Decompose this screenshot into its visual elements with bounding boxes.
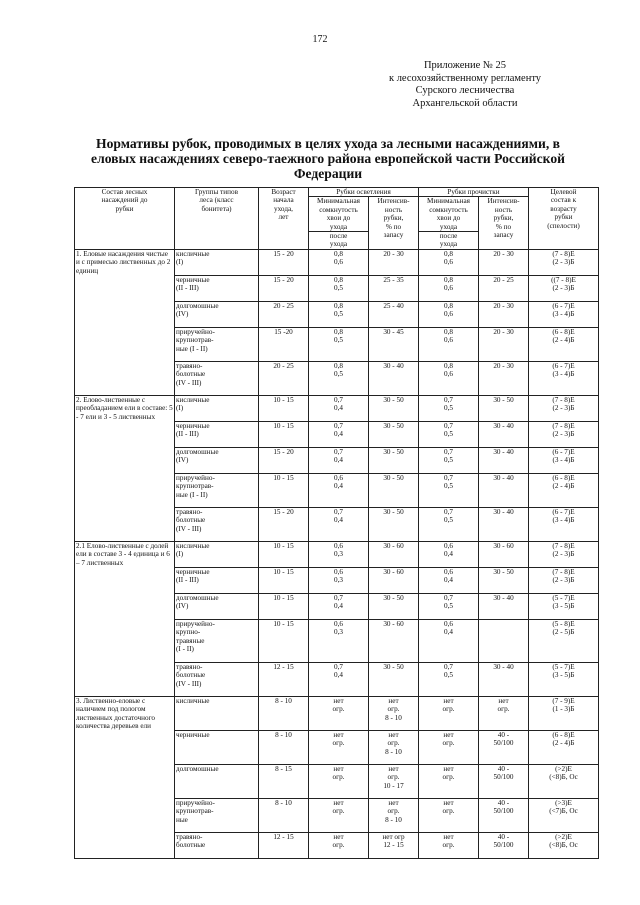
density-cell: 0,7 0,4 [309, 421, 369, 447]
density-cell: 0,7 0,5 [419, 395, 479, 421]
forest-type-cell: кисличные [175, 696, 259, 730]
density-cell: 0,8 0,6 [419, 249, 479, 275]
target-cell: ((7 - 8)Е (2 - 3)Б [529, 275, 599, 301]
intensity-cell: 30 - 45 [369, 327, 419, 361]
age-cell: 15 - 20 [259, 447, 309, 473]
intensity-cell: нет огр. 10 - 17 [369, 764, 419, 798]
density-cell: нет огр. [309, 764, 369, 798]
density-cell: 0,8 0,5 [309, 327, 369, 361]
age-cell: 8 - 10 [259, 696, 309, 730]
density-cell: 0,7 0,4 [309, 395, 369, 421]
target-cell: (7 - 8)Е (2 - 3)Б [529, 567, 599, 593]
intensity-cell: нет огр 12 - 15 [369, 832, 419, 858]
age-cell: 12 - 15 [259, 832, 309, 858]
appendix-line: Сурского лесничества [415, 85, 515, 96]
intensity-cell: 30 - 50 [369, 593, 419, 619]
target-cell: (6 - 8)Е (2 - 4)Б [529, 730, 599, 764]
target-cell: (7 - 8)Е (2 - 3)Б [529, 541, 599, 567]
forest-type-cell: кисличные (I) [175, 541, 259, 567]
age-cell: 20 - 25 [259, 301, 309, 327]
target-cell: (7 - 8)Е (2 - 3)Б [529, 421, 599, 447]
density-cell: 0,6 0,4 [309, 473, 369, 507]
density-cell: нет огр. [419, 730, 479, 764]
intensity-cell: 40 - 50/100 [479, 832, 529, 858]
intensity-cell: 30 - 50 [369, 447, 419, 473]
forest-type-cell: кисличные (I) [175, 249, 259, 275]
density-cell: 0,7 0,5 [419, 447, 479, 473]
forest-type-cell: черничные (II - III) [175, 421, 259, 447]
density-cell: 0,7 0,5 [419, 473, 479, 507]
forest-type-cell: черничные (II - III) [175, 275, 259, 301]
density-cell: нет огр. [309, 696, 369, 730]
target-cell: (6 - 7)Е (3 - 4)Б [529, 361, 599, 395]
age-cell: 8 - 10 [259, 730, 309, 764]
intensity-cell: 20 - 30 [479, 361, 529, 395]
forest-type-cell: долгомошные [175, 764, 259, 798]
age-cell: 12 - 15 [259, 662, 309, 696]
intensity-cell: 30 - 40 [479, 507, 529, 541]
age-cell: 10 - 15 [259, 593, 309, 619]
target-cell: (5 - 7)Е (3 - 5)Б [529, 662, 599, 696]
target-cell: (>3)Е (<7)Б, Ос [529, 798, 599, 832]
table-row [75, 249, 599, 275]
forest-type-cell: долгомошные (IV) [175, 593, 259, 619]
intensity-cell: 30 - 60 [369, 567, 419, 593]
intensity-cell: 30 - 50 [369, 473, 419, 507]
intensity-cell: 25 - 35 [369, 275, 419, 301]
density-cell: 0,7 0,5 [419, 662, 479, 696]
intensity-cell: 40 - 50/100 [479, 798, 529, 832]
intensity-cell: 40 - 50/100 [479, 764, 529, 798]
density-cell: 0,7 0,5 [419, 421, 479, 447]
density-cell: 0,7 0,5 [419, 507, 479, 541]
intensity-cell: нет огр. 8 - 10 [369, 730, 419, 764]
intensity-cell: 25 - 40 [369, 301, 419, 327]
age-cell: 15 - 20 [259, 275, 309, 301]
age-cell: 8 - 15 [259, 764, 309, 798]
density-cell: 0,8 0,6 [419, 327, 479, 361]
intensity-cell: 20 - 25 [479, 275, 529, 301]
density-cell: нет огр. [419, 764, 479, 798]
intensity-cell: 30 - 50 [369, 662, 419, 696]
density-cell: 0,7 0,4 [309, 447, 369, 473]
table-row [75, 541, 599, 567]
target-cell: (6 - 7)Е (3 - 4)Б [529, 447, 599, 473]
intensity-cell: 30 - 40 [479, 473, 529, 507]
density-cell: 0,7 0,4 [309, 662, 369, 696]
age-cell: 15 - 20 [259, 507, 309, 541]
density-cell: 0,6 0,4 [419, 567, 479, 593]
intensity-cell: нет огр. 8 - 10 [369, 696, 419, 730]
intensity-cell [479, 619, 529, 662]
table-row [75, 395, 599, 421]
composition-cell: 3. Лиственно-еловые с наличием под пологом лиственных достаточного количества деревьев ели [75, 696, 175, 858]
density-cell: нет огр. [309, 832, 369, 858]
header-intensity: Интенсив- ность рубки, % по запасу [479, 197, 529, 249]
header-min-density: Минимальная сомкнутость хвои до ухода [419, 197, 479, 232]
intensity-cell: нет огр. 8 - 10 [369, 798, 419, 832]
document-title: Нормативы рубок, проводимых в целях ухода за лесными насаждениями, в еловых насаждениях северо-таежного района европейской части Российской Федерации [91, 136, 565, 181]
density-cell: 0,7 0,4 [309, 507, 369, 541]
density-cell: 0,7 0,4 [309, 593, 369, 619]
header-clarification: Рубки осветления [309, 188, 419, 197]
header-composition: Состав лесных насаждений до рубки [75, 188, 175, 250]
density-cell: 0,8 0,6 [419, 361, 479, 395]
forest-type-cell: травяно- болотные [175, 832, 259, 858]
forest-type-cell: черничные [175, 730, 259, 764]
density-cell: нет огр. [419, 798, 479, 832]
intensity-cell: 30 - 50 [369, 421, 419, 447]
norms-table [74, 187, 599, 859]
intensity-cell: 30 - 40 [479, 421, 529, 447]
composition-cell: 2. Елово-лиственные с преобладанием ели в составе: 5 - 7 ели и 3 - 5 лиственных [75, 395, 175, 541]
target-cell: (>2)Е (<8)Б, Ос [529, 832, 599, 858]
target-cell: (5 - 7)Е (3 - 5)Б [529, 593, 599, 619]
age-cell: 10 - 15 [259, 473, 309, 507]
age-cell: 15 - 20 [259, 249, 309, 275]
density-cell: 0,6 0,3 [309, 567, 369, 593]
density-cell: нет огр. [419, 832, 479, 858]
intensity-cell: 30 - 40 [479, 593, 529, 619]
density-cell: 0,6 0,4 [419, 541, 479, 567]
forest-type-cell: черничные (II - III) [175, 567, 259, 593]
header-after: после ухода [419, 232, 479, 250]
forest-type-cell: долгомошные (IV) [175, 447, 259, 473]
table-row [75, 696, 599, 730]
target-cell: (7 - 8)Е (2 - 3)Б [529, 249, 599, 275]
forest-type-cell: приручейно- крупно- травяные (I - II) [175, 619, 259, 662]
header-after: после ухода [309, 232, 369, 250]
density-cell: 0,8 0,5 [309, 275, 369, 301]
density-cell: 0,7 0,5 [419, 593, 479, 619]
density-cell: нет огр. [309, 730, 369, 764]
intensity-cell: 20 - 30 [479, 327, 529, 361]
age-cell: 20 - 25 [259, 361, 309, 395]
density-cell: 0,8 0,6 [419, 301, 479, 327]
target-cell: (7 - 9)Е (1 - 3)Б [529, 696, 599, 730]
intensity-cell: 30 - 40 [479, 447, 529, 473]
intensity-cell: нет огр. [479, 696, 529, 730]
intensity-cell: 30 - 60 [479, 541, 529, 567]
appendix-line: Архангельской области [412, 97, 518, 109]
intensity-cell: 30 - 50 [479, 567, 529, 593]
intensity-cell: 20 - 30 [369, 249, 419, 275]
forest-type-cell: приручейно- крупнотрав- ные (I - II) [175, 327, 259, 361]
age-cell: 10 - 15 [259, 421, 309, 447]
appendix-line: к лесохозяйственному регламенту [388, 72, 542, 84]
header-age: Возраст начала ухода, лет [259, 188, 309, 250]
forest-type-cell: травяно- болотные (IV - III) [175, 507, 259, 541]
forest-type-cell: травяно- болотные (IV - III) [175, 662, 259, 696]
density-cell: 0,8 0,6 [419, 275, 479, 301]
header-target: Целевой состав к возрасту рубки (спелости) [529, 188, 599, 250]
composition-cell: 2.1 Елово-лиственные с долей ели в составе 3 - 4 единица и 6 – 7 лиственных [75, 541, 175, 696]
intensity-cell: 20 - 30 [479, 249, 529, 275]
target-cell: (6 - 8)Е (2 - 4)Б [529, 473, 599, 507]
density-cell: нет огр. [309, 798, 369, 832]
density-cell: 0,6 0,4 [419, 619, 479, 662]
target-cell: (6 - 8)Е (2 - 4)Б [529, 327, 599, 361]
forest-type-cell: приручейно- крупнотрав- ные (I - II) [175, 473, 259, 507]
age-cell: 10 - 15 [259, 541, 309, 567]
density-cell: 0,8 0,5 [309, 301, 369, 327]
target-cell: (>2)Е (<8)Б, Ос [529, 764, 599, 798]
target-cell: (5 - 8)Е (2 - 5)Б [529, 619, 599, 662]
intensity-cell: 30 - 50 [369, 507, 419, 541]
age-cell: 15 -20 [259, 327, 309, 361]
density-cell: 0,8 0,6 [309, 249, 369, 275]
forest-type-cell: приручейно- крупнотрав- ные [175, 798, 259, 832]
header-intensity: Интенсив- ность рубки, % по запасу [369, 197, 419, 249]
appendix-note [330, 60, 600, 110]
header-min-density: Минимальная сомкнутость хвои до ухода [309, 197, 369, 232]
age-cell: 8 - 10 [259, 798, 309, 832]
header-cleaning: Рубки прочистки [419, 188, 529, 197]
age-cell: 10 - 15 [259, 395, 309, 421]
forest-type-cell: кисличные (I) [175, 395, 259, 421]
header-forest-types: Группы типов леса (класс бонитета) [175, 188, 259, 250]
intensity-cell: 30 - 40 [369, 361, 419, 395]
intensity-cell: 30 - 50 [479, 395, 529, 421]
appendix-line: Приложение № 25 [423, 60, 507, 71]
target-cell: (7 - 8)Е (2 - 3)Б [529, 395, 599, 421]
age-cell: 10 - 15 [259, 567, 309, 593]
density-cell: нет огр. [419, 696, 479, 730]
intensity-cell: 30 - 40 [479, 662, 529, 696]
density-cell: 0,8 0,5 [309, 361, 369, 395]
forest-type-cell: травяно- болотные (IV - III) [175, 361, 259, 395]
composition-cell: 1. Еловые насаждения чистые и с примесью лиственных до 2 единиц [75, 249, 175, 395]
target-cell: (6 - 7)Е (3 - 4)Б [529, 301, 599, 327]
target-cell: (6 - 7)Е (3 - 4)Б [529, 507, 599, 541]
intensity-cell: 30 - 50 [369, 395, 419, 421]
age-cell: 10 - 15 [259, 619, 309, 662]
page-number: 172 [312, 34, 328, 45]
intensity-cell: 20 - 30 [479, 301, 529, 327]
intensity-cell: 30 - 60 [369, 541, 419, 567]
forest-type-cell: долгомошные (IV) [175, 301, 259, 327]
intensity-cell: 40 - 50/100 [479, 730, 529, 764]
density-cell: 0,6 0,3 [309, 619, 369, 662]
density-cell: 0,6 0,3 [309, 541, 369, 567]
intensity-cell: 30 - 60 [369, 619, 419, 662]
